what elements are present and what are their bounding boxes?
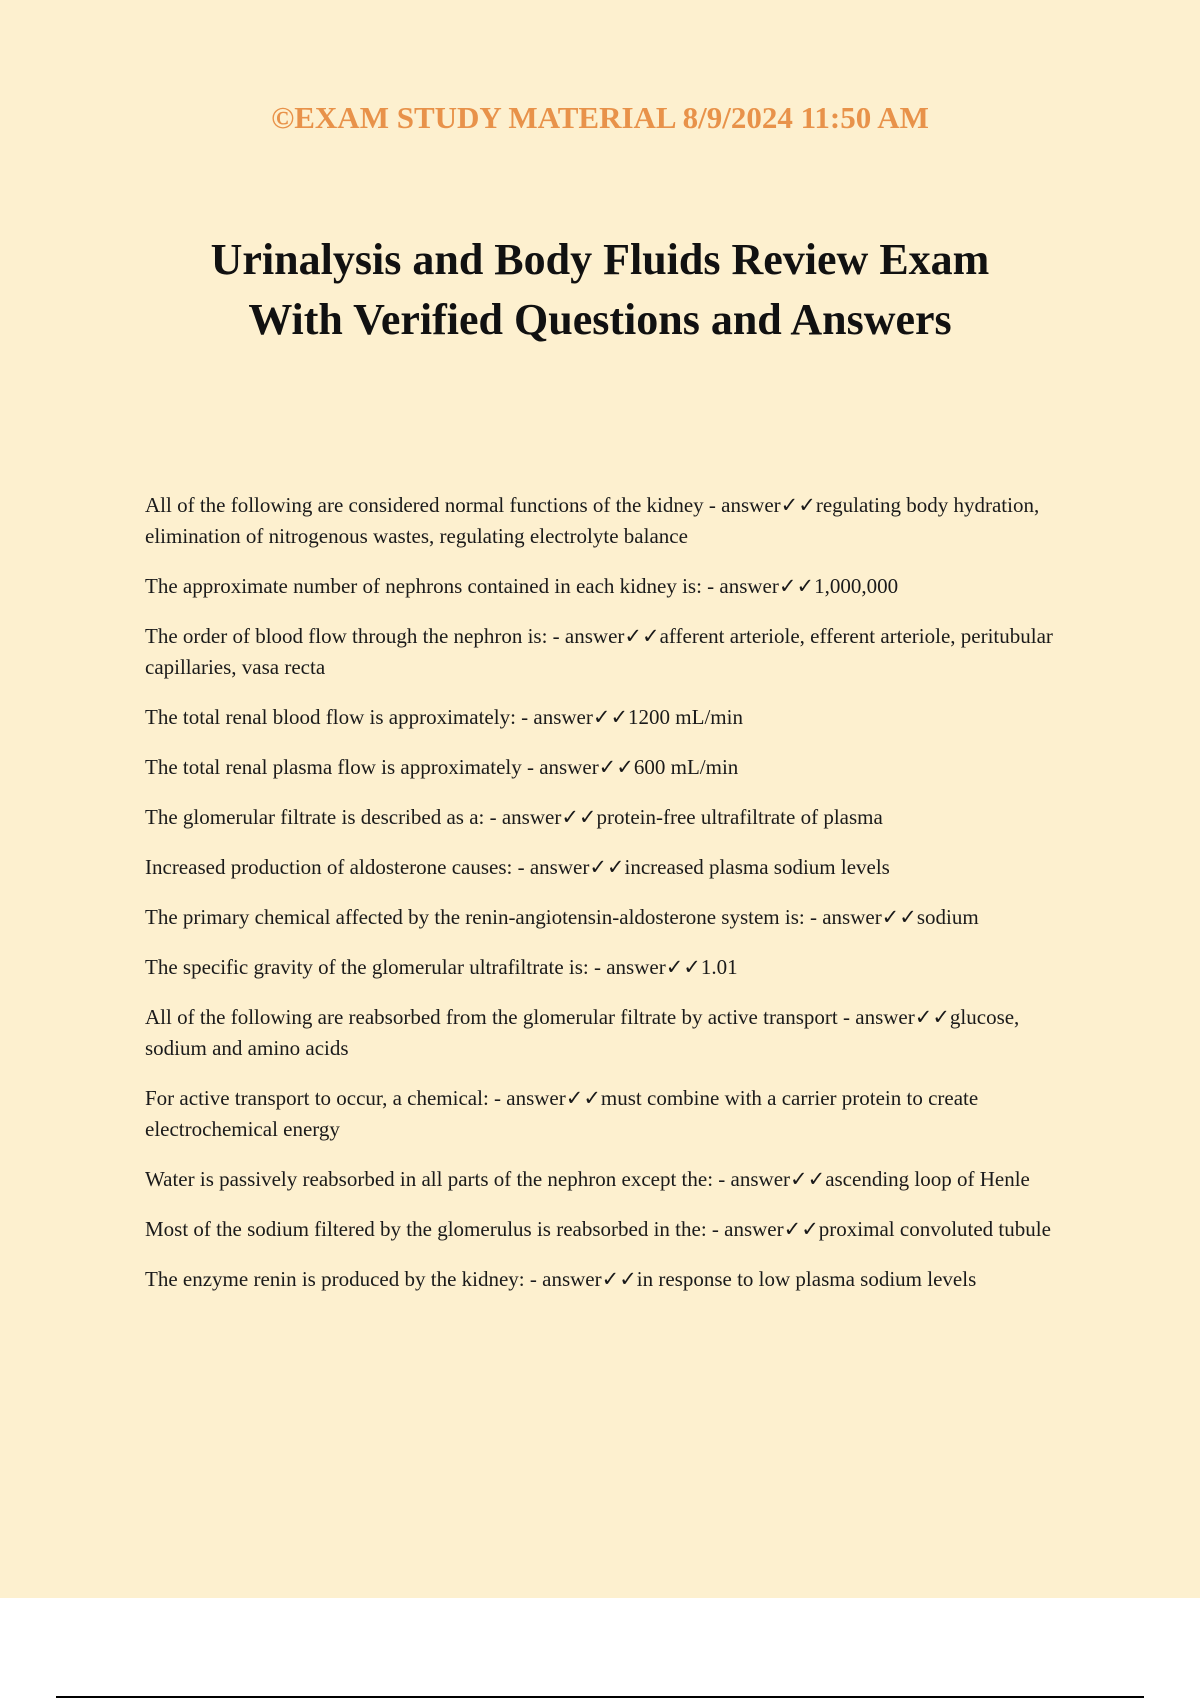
watermark-header: ©EXAM STUDY MATERIAL 8/9/2024 11:50 AM [271,100,929,135]
title-line-1: Urinalysis and Body Fluids Review Exam [210,235,990,284]
qa-list [145,490,1085,1314]
qa-item: All of the following are considered normal functions of the kidney - answer✓✓regulating body hydration, elimination of nitrogenous wastes, regulating electrolyte balance [145,493,1040,548]
qa-item: The total renal plasma flow is approximately - answer✓✓600 mL/min [145,755,739,779]
footer-divider [56,1696,1144,1698]
qa-item: Increased production of aldosterone causes: - answer✓✓increased plasma sodium levels [145,855,890,879]
qa-item: The total renal blood flow is approximately: - answer✓✓1200 mL/min [145,705,743,729]
qa-item: Water is passively reabsorbed in all parts of the nephron except the: - answer✓✓ascending loop of Henle [145,1167,1030,1191]
title-line-2: With Verified Questions and Answers [248,295,952,344]
qa-item: The glomerular filtrate is described as a: - answer✓✓protein-free ultrafiltrate of plasma [145,805,883,829]
document-title [100,230,1100,350]
qa-item: The approximate number of nephrons contained in each kidney is: - answer✓✓1,000,000 [145,574,899,598]
qa-item: The primary chemical affected by the renin-angiotensin-aldosterone system is: - answer✓✓sodium [145,905,979,929]
qa-item: The enzyme renin is produced by the kidney: - answer✓✓in response to low plasma sodium levels [145,1267,977,1291]
qa-item: The specific gravity of the glomerular ultrafiltrate is: - answer✓✓1.01 [145,955,738,979]
qa-item: The order of blood flow through the nephron is: - answer✓✓afferent arteriole, efferent arteriole, peritubular capillaries, vasa recta [145,624,1053,679]
qa-item: For active transport to occur, a chemical: - answer✓✓must combine with a carrier protein to create electrochemical energy [145,1086,979,1141]
qa-item: All of the following are reabsorbed from the glomerular filtrate by active transport - answer✓✓glucose, sodium and amino acids [145,1005,1020,1060]
qa-item: Most of the sodium filtered by the glomerulus is reabsorbed in the: - answer✓✓proximal convoluted tubule [145,1217,1051,1241]
